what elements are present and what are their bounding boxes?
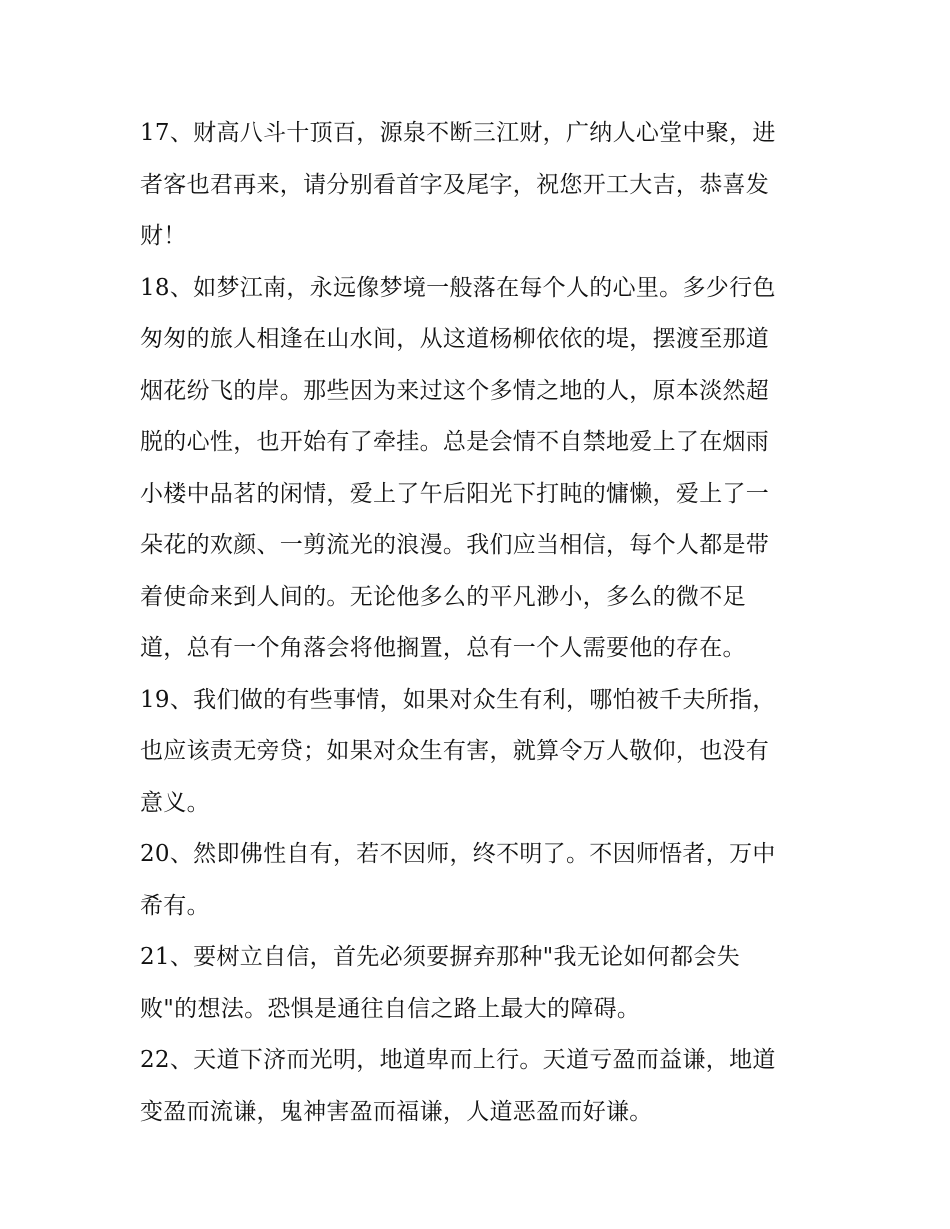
text-line: 20、然即佛性自有，若不因师，终不明了。不因师悟者，万中	[140, 841, 776, 867]
text-line: 18、如梦江南，永远像梦境一般落在每个人的心里。多少行色	[140, 274, 776, 301]
paragraph-17	[140, 108, 816, 263]
document-body	[140, 108, 816, 1138]
text-line: 变盈而流谦，鬼神害盈而福谦，人道恶盈而好谦。	[140, 1098, 653, 1125]
paragraph-19	[140, 675, 816, 830]
paragraph-20	[140, 829, 816, 932]
text-line: 希有。	[140, 892, 210, 919]
text-line: 者客也君再来，请分别看首字及尾字，祝您开工大吉，恭喜发	[140, 171, 770, 198]
paragraph-22	[140, 1035, 816, 1138]
text-line: 道，总有一个角落会将他搁置，总有一个人需要他的存在。	[140, 635, 746, 661]
text-line: 朵花的欢颜、一剪流光的浪漫。我们应当相信，每个人都是带	[140, 532, 770, 558]
text-line: 也应该责无旁贷；如果对众生有害，就算令万人敬仰，也没有	[140, 738, 770, 764]
paragraph-18	[140, 263, 816, 675]
text-line: 17、财高八斗十顶百，源泉不断三江财，广纳人心堂中聚，进	[140, 120, 776, 146]
text-line: 意义。	[140, 789, 210, 816]
text-line: 着使命来到人间的。无论他多么的平凡渺小，多么的微不足	[140, 583, 746, 610]
text-line: 败"的想法。恐惧是通往自信之路上最大的障碍。	[140, 995, 641, 1022]
text-line: 21、要树立自信，首先必须要摒弃那种"我无论如何都会失	[140, 944, 740, 970]
text-line: 19、我们做的有些事情，如果对众生有利，哪怕被千夫所指，	[140, 686, 776, 713]
text-line: 匆匆的旅人相逢在山水间，从这道杨柳依依的堤，摆渡至那道	[140, 326, 770, 352]
text-line: 脱的心性，也开始有了牵挂。总是会情不自禁地爱上了在烟雨	[140, 429, 770, 455]
text-line: 22、天道下济而光明，地道卑而上行。天道亏盈而益谦，地道	[140, 1047, 776, 1073]
text-line: 烟花纷飞的岸。那些因为来过这个多情之地的人，原本淡然超	[140, 377, 770, 404]
paragraph-21	[140, 932, 816, 1035]
text-line: 财！	[140, 223, 187, 249]
text-line: 小楼中品茗的闲情，爱上了午后阳光下打盹的慵懒，爱上了一	[140, 480, 770, 507]
